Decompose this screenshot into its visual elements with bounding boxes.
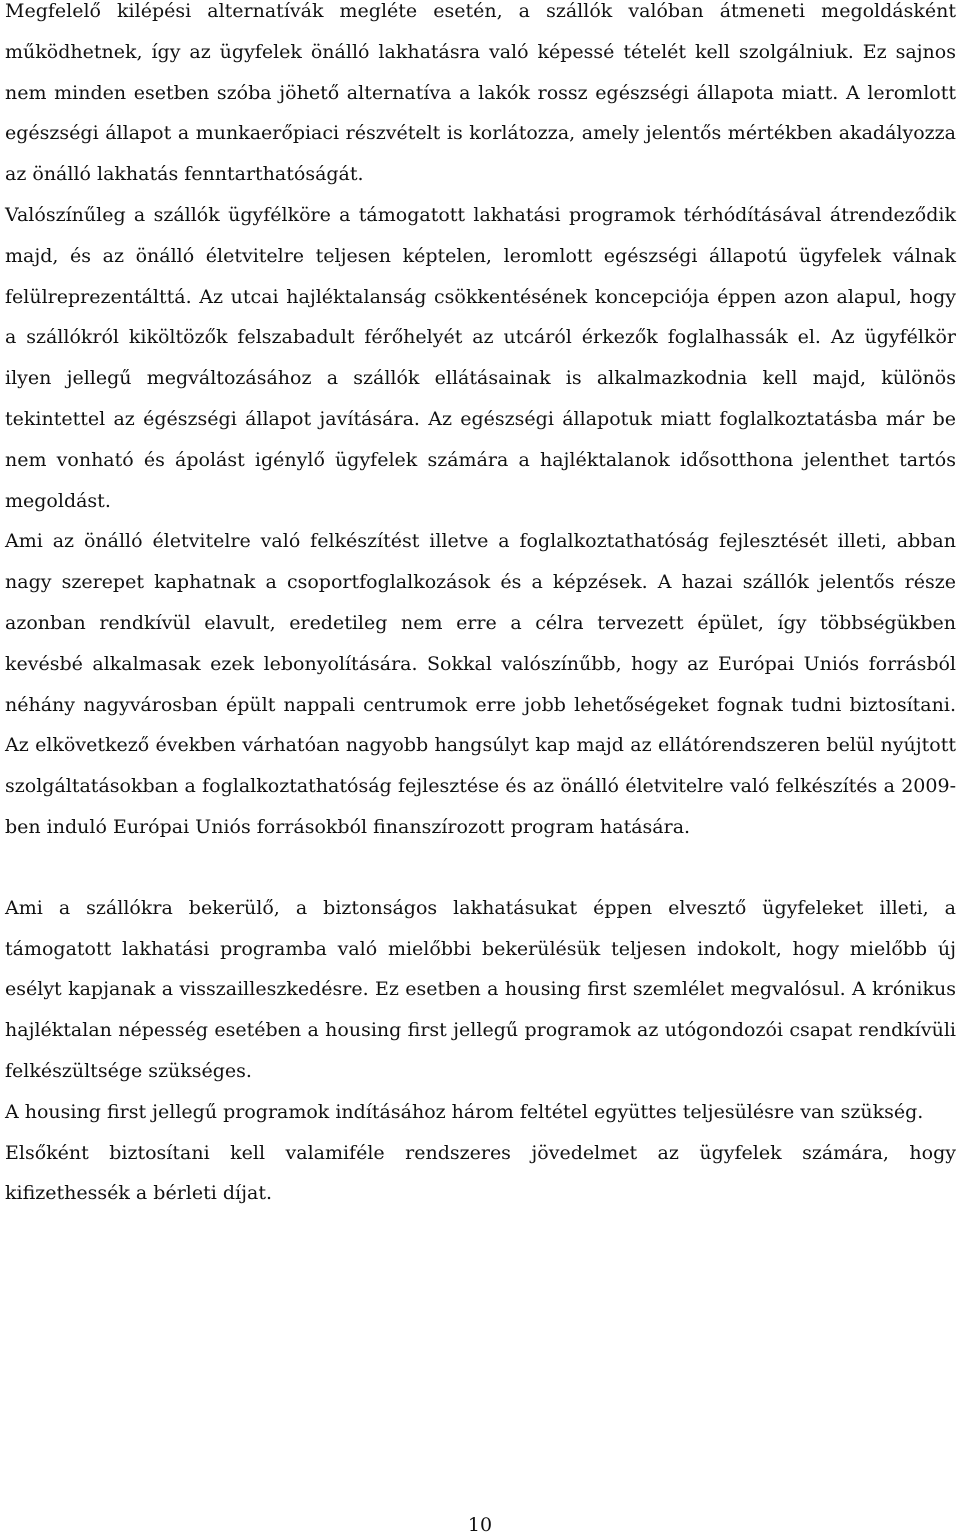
paragraph-6: Elsőként biztosítani kell valamiféle rendszeres jövedelmet az ügyfelek számára, hogy kifizethessék a bérleti díjat. (5, 1141, 956, 1205)
paragraph-gap (5, 848, 956, 888)
paragraph-1: Megfelelő kilépési alternatívák megléte esetén, a szállók valóban átmeneti megoldásként működhetnek, így az ügyfelek önálló lakhatásra való képessé tételét kell szolgálniuk. Ez sajnos nem minden esetben szóba jöhető alternatíva a lakók rossz egészségi állapota miatt. A leromlott egészségi állapot a munkaerőpiaci részvételt is korlátozza, amely jelentős mértékben akadályozza az önálló lakhatás fenntarthatóságát. (5, 0, 956, 186)
paragraph-4: Ami a szállókra bekerülő, a biztonságos lakhatásukat éppen elvesztő ügyfeleket illeti, a támogatott lakhatási programba való mielőbbi bekerülésük teljesen indokolt, hogy mielőbb új esélyt kapjanak a visszailleszkedésre. Ez esetben a housing first szemlélet megvalósul. A krónikus hajléktalan népesség esetében a housing first jellegű programok az utógondozói csapat rendkívüli felkészültsége szükséges. (5, 896, 956, 1082)
paragraph-2: Valószínűleg a szállók ügyfélköre a támogatott lakhatási programok térhódításával átrendeződik majd, és az önálló életvitelre teljesen képtelen, leromlott egészségi állapotú ügyfelek válnak felülreprezentálttá. Az utcai hajléktalanság csökkentésének koncepciója éppen azon alapul, hogy a szállókról kiköltözők felszabadult férőhelyét az utcáról érkezők foglalhassák el. Az ügyfélkör ilyen jellegű megváltozásához a szállók ellátásainak is alkalmazkodnia kell majd, különös tekintettel az égészségi állapot javítására. Az egészségi állapotuk miatt foglalkoztatásba már be nem vonható és ápolást igénylő ügyfelek számára a hajléktalanok idősotthona jelenthet tartós megoldást. (5, 203, 956, 512)
paragraph-5: A housing first jellegű programok indításához három feltétel együttes teljesülésre van szükség. (5, 1100, 924, 1123)
page-number: 10 (467, 1514, 493, 1536)
document-body (5, 0, 956, 1214)
paragraph-3: Ami az önálló életvitelre való felkészítést illetve a foglalkoztathatóság fejlesztését illeti, abban nagy szerepet kaphatnak a csoportfoglalkozások és a képzések. A hazai szállók jelentős része azonban rendkívül elavult, eredetileg nem erre a célra tervezett épület, így többségükben kevésbé alkalmasak ezek lebonyolítására. Sokkal valószínűbb, hogy az Európai Uniós forrásból néhány nagyvárosban épült nappali centrumok erre jobb lehetőségeket fognak tudni biztosítani. Az elkövetkező években várhatóan nagyobb hangsúlyt kap majd az ellátórendszeren belül nyújtott szolgáltatásokban a foglalkoztathatóság fejlesztése és az önálló életvitelre való felkészítés a 2009-ben induló Európai Uniós forrásokból finanszírozott program hatására. (5, 530, 956, 838)
